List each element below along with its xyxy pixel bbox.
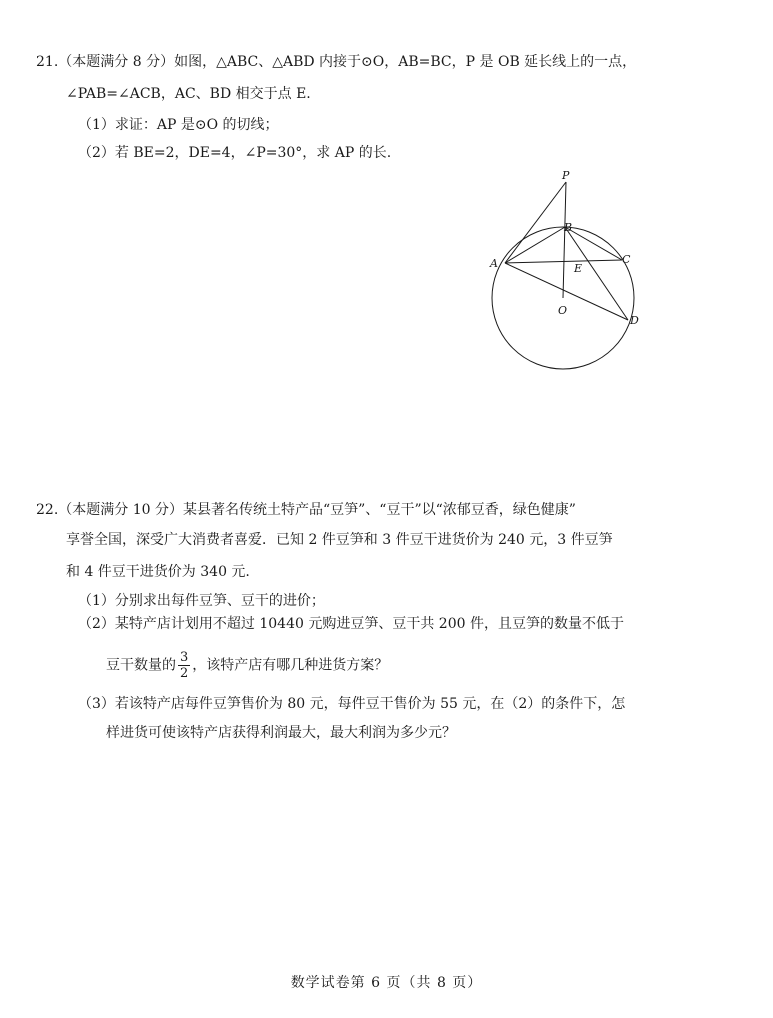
label-d: D (630, 314, 639, 327)
fraction-numerator: 3 (180, 650, 189, 665)
segment-pa (505, 182, 566, 263)
fraction-denominator: 2 (180, 666, 189, 681)
segment-bc (565, 227, 622, 260)
q21-geometry-figure (480, 160, 650, 370)
q21-part2: （2）若 BE=2，DE=4，∠P=30°，求 AP 的长. (78, 145, 392, 161)
label-c: C (622, 253, 631, 266)
segment-po (563, 182, 566, 298)
page-footer: 数学试卷第 6 页（共 8 页） (290, 975, 483, 991)
q22-part1: （1）分别求出每件豆笋、豆干的进价； (78, 593, 325, 609)
q22-part2-pre: 豆干数量的 (106, 657, 176, 674)
label-o: O (558, 304, 568, 317)
q22-part2-line2 (106, 650, 388, 681)
fraction-three-halves (178, 650, 190, 681)
label-a: A (490, 257, 498, 270)
label-b: B (564, 221, 573, 234)
q22-stem-line2: 享誉全国，深受广大消费者喜爱．已知 2 件豆笋和 3 件豆干进货价为 240 元，3 件豆笋 (66, 532, 613, 548)
q22-part3-line2: 样进货可使该特产店获得利润最大，最大利润为多少元？ (106, 725, 456, 741)
label-e: E (574, 262, 583, 275)
q21-part1: （1）求证：AP 是⊙O 的切线； (78, 117, 279, 133)
q22-stem-line3: 和 4 件豆干进货价为 340 元. (66, 564, 250, 580)
q22-stem-line1: 22.（本题满分 10 分）某县著名传统土特产品“豆笋”、“豆干”以“浓郁豆香，绿色健康” (36, 502, 576, 518)
q22-part3-line1: （3）若该特产店每件豆笋售价为 80 元，每件豆干售价为 55 元，在（2）的条件下，怎 (78, 696, 626, 712)
q21-stem-line2: ∠PAB=∠ACB，AC、BD 相交于点 E. (66, 86, 311, 102)
q22-part2-line1: （2）某特产店计划用不超过 10440 元购进豆笋、豆干共 200 件，且豆笋的数量不低于 (78, 616, 624, 632)
label-p: P (562, 169, 570, 182)
q21-stem-line1: 21.（本题满分 8 分）如图，△ABC、△ABD 内接于⊙O，AB=BC，P 是 OB 延长线上的一点， (36, 54, 637, 70)
q22-part2-post: ，该特产店有哪几种进货方案？ (192, 657, 389, 674)
